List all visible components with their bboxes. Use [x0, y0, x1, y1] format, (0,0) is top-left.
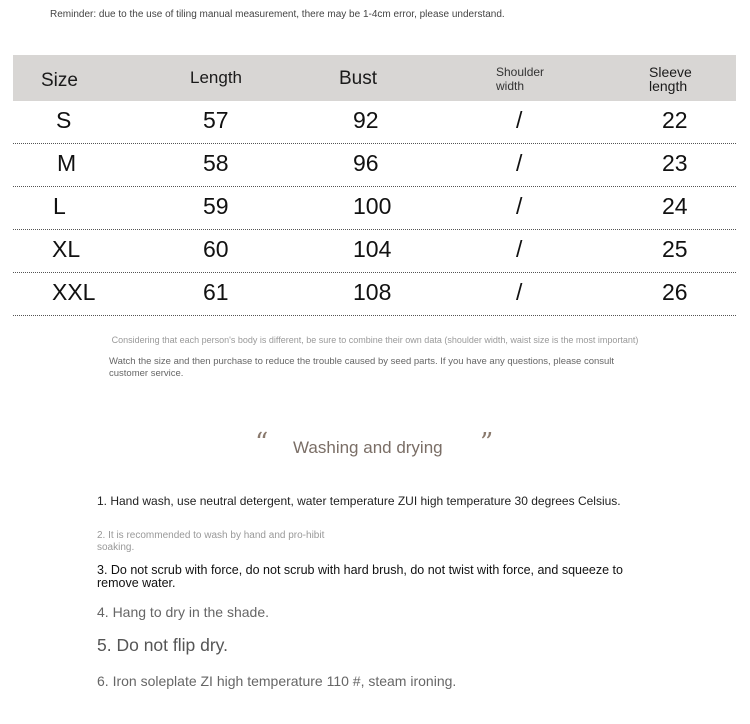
- cell-shoulder: /: [516, 236, 523, 262]
- cell-shoulder: /: [516, 150, 523, 176]
- cell-sleeve: 22: [662, 107, 688, 133]
- washing-step-3: 3. Do not scrub with force, do not scrub with hard brush, do not twist with force, and squeeze to remove water.: [97, 563, 623, 590]
- washing-step-1: 1. Hand wash, use neutral detergent, water temperature ZUI high temperature 30 degrees Celsius.: [97, 494, 621, 508]
- header-bust: Bust: [339, 68, 378, 89]
- reminder-note: Reminder: due to the use of tiling manual measurement, there may be 1-4cm error, please understand.: [50, 9, 505, 20]
- cell-length: 59: [203, 193, 229, 219]
- table-row: [13, 230, 736, 273]
- cell-size: XL: [52, 236, 81, 262]
- cell-size: L: [53, 193, 66, 219]
- considering-note: Considering that each person's body is different, be sure to combine their own data (shoulder width, waist size is the most important): [111, 335, 639, 345]
- header-sleeve-line2: length: [649, 78, 688, 94]
- table-header: [13, 55, 736, 101]
- table-row: [13, 144, 736, 187]
- header-shoulder-line2: width: [496, 79, 525, 93]
- cell-size: XXL: [52, 279, 96, 305]
- cell-bust: 100: [353, 193, 392, 219]
- open-quote-mark: “: [255, 428, 269, 458]
- cell-bust: 108: [353, 279, 392, 305]
- cell-length: 60: [203, 236, 229, 262]
- cell-length: 58: [203, 150, 229, 176]
- header-shoulder-line1: Shoulder: [496, 65, 545, 79]
- cell-length: 57: [203, 107, 229, 133]
- cell-sleeve: 24: [662, 193, 688, 219]
- watch-note: Watch the size and then purchase to reduce the trouble caused by seed parts. If you have any questions, please consult customer service.: [109, 356, 615, 379]
- close-quote-mark: ”: [480, 428, 494, 458]
- washing-title: Washing and drying: [293, 438, 443, 457]
- header-length: Length: [190, 68, 242, 87]
- cell-size: S: [56, 107, 72, 133]
- table-row: [13, 101, 736, 144]
- cell-shoulder: /: [516, 193, 523, 219]
- header-sleeve-length: [649, 65, 692, 93]
- cell-size: M: [57, 150, 77, 176]
- cell-bust: 96: [353, 150, 379, 176]
- washing-step-4: 4. Hang to dry in the shade.: [97, 604, 269, 620]
- washing-step-6: 6. Iron soleplate ZI high temperature 110 #, steam ironing.: [97, 673, 457, 689]
- header-size: Size: [41, 70, 78, 91]
- washing-step-2: 2. It is recommended to wash by hand and pro-hibit soaking.: [97, 530, 325, 553]
- header-sleeve-line1: Sleeve: [649, 64, 692, 80]
- cell-bust: 92: [353, 107, 379, 133]
- size-chart-table: [13, 55, 736, 316]
- cell-sleeve: 26: [662, 279, 688, 305]
- cell-length: 61: [203, 279, 229, 305]
- table-row: [13, 273, 736, 316]
- table-row: [13, 187, 736, 230]
- cell-sleeve: 23: [662, 150, 688, 176]
- cell-bust: 104: [353, 236, 392, 262]
- washing-step-5: 5. Do not flip dry.: [97, 635, 228, 655]
- header-shoulder-width: [496, 65, 544, 93]
- cell-shoulder: /: [516, 107, 523, 133]
- cell-sleeve: 25: [662, 236, 688, 262]
- cell-shoulder: /: [516, 279, 523, 305]
